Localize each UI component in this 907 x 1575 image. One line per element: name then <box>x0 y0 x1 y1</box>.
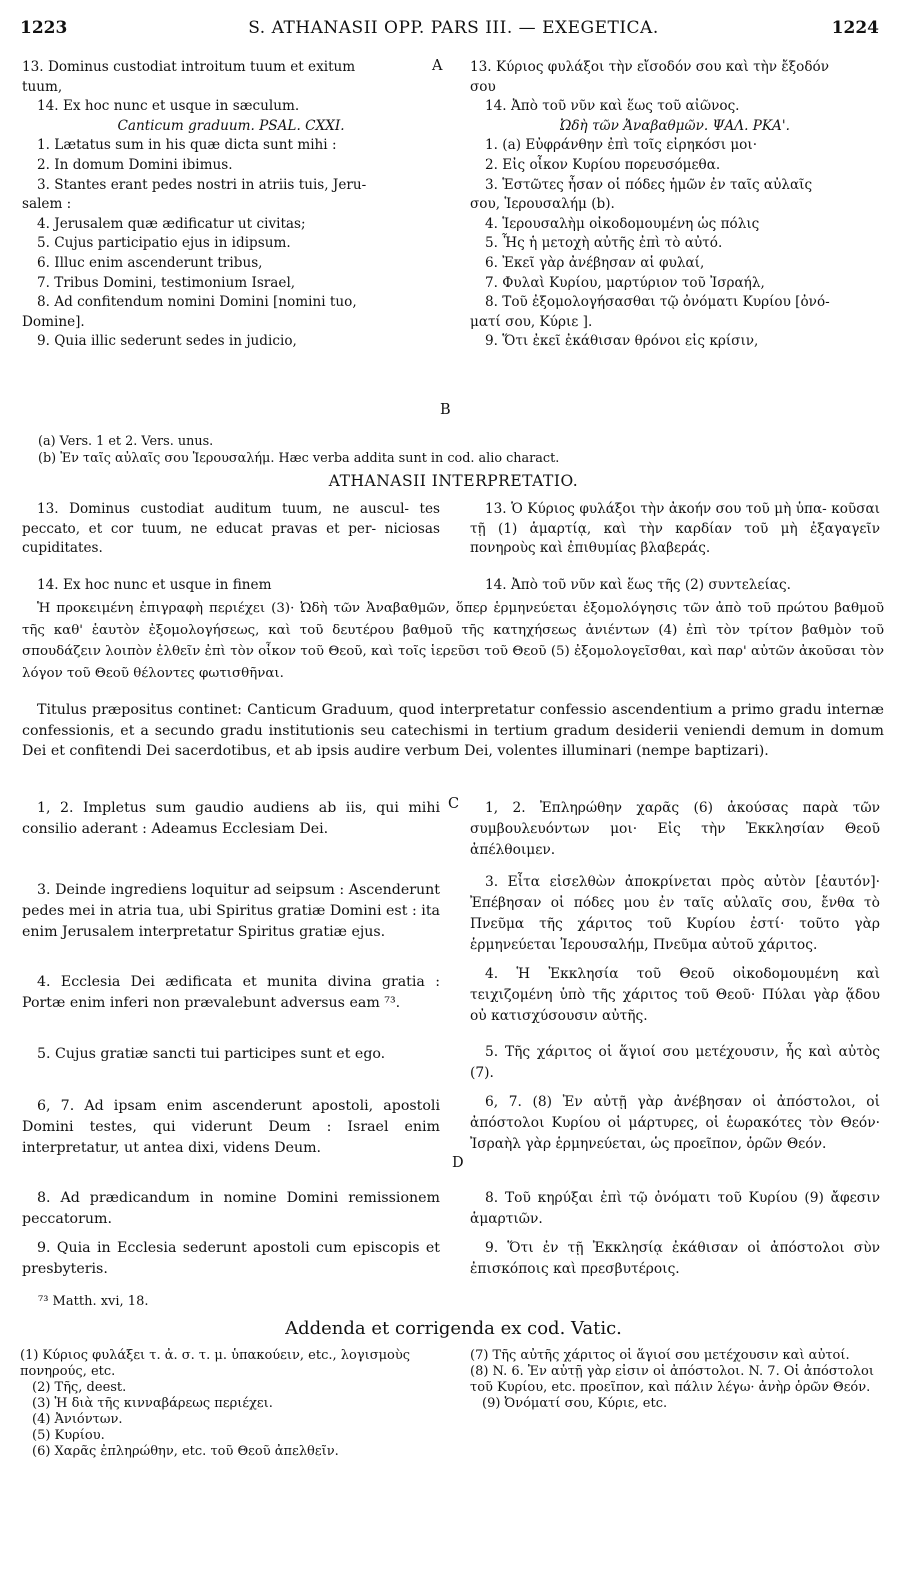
greek-verse: σου, Ἱερουσαλήμ (b). <box>470 196 615 213</box>
addenda-right-column <box>470 1348 882 1412</box>
psalm-heading-latin: Canticum graduum. PSAL. CXXI. <box>117 117 345 134</box>
interp-latin-13: 13. Dominus custodiat auditum tuum, ne auscul- tes peccato, et cor tuum, ne educat pravas et per- niciosas cupiditates. <box>22 501 440 557</box>
margin-letter-a: A <box>432 58 443 74</box>
latin-verse: salem : <box>22 196 72 213</box>
commentary-greek-4: 4. Ἡ Ἐκκλησία τοῦ Θεοῦ οἰκοδομουμένη καὶ τειχιζομένη ὑπὸ τῆς χάριτος τοῦ Θεοῦ· Πύλαι γὰρ ᾅδου οὐ κατισχύσουσιν αὐτῆς. <box>470 966 880 1024</box>
commentary-latin-8: 8. Ad prædicandum in nomine Domini remissionem peccatorum. <box>22 1190 440 1227</box>
addenda-left-column <box>20 1348 448 1460</box>
addendum-item: (2) Τῆς, deest. <box>32 1380 127 1395</box>
latin-verse: Domine]. <box>22 313 85 330</box>
greek-verse: 6. Ἐκεῖ γὰρ ἀνέβησαν αἱ φυλαί, <box>485 254 705 271</box>
addendum-item: (9) Ὀνόματί σου, Κύριε, etc. <box>482 1396 668 1411</box>
margin-letter-c: C <box>448 796 460 812</box>
latin-verse: 6. Illuc enim ascenderunt tribus, <box>37 254 263 271</box>
greek-verse: 5. Ἧς ἡ μετοχὴ αὐτῆς ἐπὶ τὸ αὐτό. <box>485 235 723 252</box>
latin-verse: 14. Ex hoc nunc et usque in sæculum. <box>37 98 300 115</box>
commentary-latin-1-2: 1, 2. Impletus sum gaudio audiens ab iis, qui mihi consilio aderant : Adeamus Ecclesiam Dei. <box>22 800 440 837</box>
greek-verse: 1. (a) Εὐφράνθην ἐπὶ τοῖς εἰρηκόσι μοι· <box>485 137 758 154</box>
latin-verse: tuum, <box>22 78 63 95</box>
latin-verse: 3. Stantes erant pedes nostri in atriis tuis, Jeru- <box>37 176 367 193</box>
addendum-item: (3) Ἡ διὰ τῆς κινναβάρεως περιέχει. <box>32 1396 273 1411</box>
commentary-greek-1-2: 1, 2. Ἐπληρώθην χαρᾶς (6) ἀκούσας παρὰ τῶν συμβουλευόντων μοι· Εἰς τὴν Ἐκκλησίαν Θεοῦ ἀπέλθοιμεν. <box>470 800 880 858</box>
latin-verse: 4. Jerusalem quæ ædificatur ut civitas; <box>37 215 306 232</box>
latin-verse: 1. Lætatus sum in his quæ dicta sunt mihi : <box>37 137 337 154</box>
greek-verse: 9. Ὅτι ἐκεῖ ἐκάθισαν θρόνοι εἰς κρίσιν, <box>485 333 759 350</box>
latin-verse: 5. Cujus participatio ejus in idipsum. <box>37 235 291 252</box>
greek-verse: 3. Ἑστῶτες ἦσαν οἱ πόδες ἡμῶν ἐν ταῖς αὐλαῖς <box>485 176 813 193</box>
psalm-heading-greek: Ὠδὴ τῶν Ἀναβαθμῶν. ΨΑΛ. ΡΚΑ'. <box>560 117 790 134</box>
psalm-latin-column <box>22 58 443 352</box>
greek-verse: σου <box>470 78 496 95</box>
commentary-greek-5: 5. Τῆς χάριτος οἱ ἅγιοί σου μετέχουσιν, ἧς καὶ αὐτὸς (7). <box>470 1044 880 1081</box>
addendum-item: (6) Χαρᾶς ἐπληρώθην, etc. τοῦ Θεοῦ ἀπελθεῖν. <box>32 1444 339 1459</box>
latin-verse: 7. Tribus Domini, testimonium Israel, <box>37 274 296 291</box>
textual-notes <box>38 434 888 467</box>
commentary-greek-8: 8. Τοῦ κηρύξαι ἐπὶ τῷ ὀνόματι τοῦ Κυρίου (9) ἄφεσιν ἁμαρτιῶν. <box>470 1190 880 1227</box>
greek-verse: 13. Κύριος φυλάξοι τὴν εἴσοδόν σου καὶ τὴν ἔξοδόν <box>470 59 829 75</box>
page-number-left: 1223 <box>20 18 68 38</box>
latin-verse: 9. Quia illic sederunt sedes in judicio, <box>37 333 297 350</box>
addendum-item: (1) Κύριος φυλάξει τ. ἀ. σ. τ. μ. ὑπακούειν, etc., λογισμοὺς πονηρούς, etc. <box>20 1348 411 1379</box>
note-a: (a) Vers. 1 et 2. Vers. unus. <box>38 434 214 449</box>
page-title: S. ATHANASII OPP. PARS III. — EXEGETICA. <box>248 18 659 38</box>
interpretatio-heading: ATHANASII INTERPRETATIO. <box>328 472 579 490</box>
page-number-right: 1224 <box>831 18 879 38</box>
latin-verse: 2. In domum Domini ibimus. <box>37 156 233 173</box>
running-header <box>0 18 907 44</box>
title-explanation-greek: Ἡ προκειμένη ἐπιγραφὴ περιέχει (3)· Ὠδὴ τῶν Ἀναβαθμῶν, ὅπερ ἑρμηνεύεται ἐξομολόγησις τῶν ἀπὸ τοῦ πρώτου βαθμοῦ τῆς καθ' ἑαυτὸν ἐξομολογήσεως, καὶ τοῦ δευτέρου βαθμοῦ τῆς κατηχήσεως ἀνιέντων (4) ἐπὶ τὸν τρίτον βαθμὸν τοῦ σπουδάζειν λοιπὸν ἐλθεῖν ἐπὶ τὸν οἶκον τοῦ Θεοῦ, καὶ τοῖς ἱερεῦσι τοῦ Θεοῦ (5) ἐξομολογεῖσθαι, καὶ παρ' αὐτῶν ἀκοῦσαι τὸν λόγον τοῦ Θεοῦ θέλοντες φωτισθῆναι. <box>22 601 884 681</box>
interp-greek-13: 13. Ὁ Κύριος φυλάξοι τὴν ἀκοήν σου τοῦ μὴ ὑπα- κοῦσαι τῇ (1) ἁμαρτίᾳ, καὶ τὴν καρδίαν τοῦ μὴ ἐξαγαγεῖν πονηροὺς καὶ ἐπιθυμίας βλαβεράς. <box>470 501 880 557</box>
addendum-item: (8) N. 6. Ἐν αὐτῇ γὰρ εἰσιν οἱ ἀπόστολοι. N. 7. Οἱ ἀπόστολοι τοῦ Κυρίου, etc. προεῖπον, καὶ πάλιν λέγω· ἀνὴρ ὁρῶν Θεόν. <box>470 1364 874 1395</box>
addendum-item: (7) Τῆς αὐτῆς χάριτος οἱ ἅγιοί σου μετέχουσιν καὶ αὐτοί. <box>470 1348 850 1363</box>
greek-verse: 8. Τοῦ ἐξομολογήσασθαι τῷ ὀνόματι Κυρίου [ὀνό- <box>485 294 830 311</box>
footnote-73: ⁷³ Matth. xvi, 18. <box>38 1294 149 1309</box>
latin-verse: 8. Ad confitendum nomini Domini [nomini tuo, <box>37 294 357 311</box>
commentary-latin-4: 4. Ecclesia Dei ædificata et munita divina gratia : Portæ enim inferi non prævalebunt adversus eam ⁷³. <box>22 974 440 1011</box>
greek-verse: ματί σου, Κύριε ]. <box>470 313 593 330</box>
commentary-latin-6-7: 6, 7. Ad ipsam enim ascenderunt apostoli, apostoli Domini testes, qui viderunt Deum : Israel enim interpretatur, ut antea dixi, videns Deum. <box>22 1098 440 1156</box>
margin-letter-b: B <box>440 402 451 418</box>
commentary-greek-3: 3. Εἶτα εἰσελθὼν ἀποκρίνεται πρὸς αὐτὸν [ἑαυτόν]· Ἐπέβησαν οἱ πόδες μου ἐν ταῖς αὐλαῖς σου, ἔνθα τὸ Πνεῦμα τῆς χάριτος τοῦ Κυρίου ἐστί· τοῦτο γὰρ ἑρμηνεύεται Ἱερουσαλήμ, Πνεῦμα αὐτοῦ χάριτος. <box>470 874 880 953</box>
commentary-greek-9: 9. Ὅτι ἐν τῇ Ἐκκλησίᾳ ἐκάθισαν οἱ ἀπόστολοι σὺν ἐπισκόποις καὶ πρεσβυτέροις. <box>470 1240 880 1277</box>
margin-letter-d: D <box>452 1155 464 1171</box>
note-b: (b) Ἐν ταῖς αὐλαῖς σου Ἱερουσαλήμ. Hæc verba addita sunt in cod. alio charact. <box>38 450 560 466</box>
interp-greek-14: 14. Ἀπὸ τοῦ νῦν καὶ ἕως τῆς (2) συντελείας. <box>485 577 791 593</box>
commentary-latin-5: 5. Cujus gratiæ sancti tui participes sunt et ego. <box>37 1046 386 1062</box>
addenda-heading: Addenda et corrigenda ex cod. Vatic. <box>285 1318 622 1339</box>
commentary-greek-6-7: 6, 7. (8) Ἐν αὐτῇ γὰρ ἀνέβησαν οἱ ἀπόστολοι, οἱ ἀπόστολοι Κυρίου οἱ μάρτυρες, οἱ ἑωρακότες τὸν Θεόν· Ἰσραὴλ γὰρ ἑρμηνεύεται, ὡς προεῖπον, ὁρῶν Θεόν. <box>470 1094 880 1152</box>
commentary-latin-9: 9. Quia in Ecclesia sederunt apostoli cum episcopis et presbyteris. <box>22 1240 440 1277</box>
addendum-item: (4) Ἀνιόντων. <box>32 1412 123 1427</box>
interp-latin-14: 14. Ex hoc nunc et usque in finem <box>37 577 272 593</box>
addendum-item: (5) Κυρίου. <box>32 1428 105 1443</box>
psalm-greek-column <box>470 58 880 352</box>
title-explanation-latin: Titulus præpositus continet: Canticum Graduum, quod interpretatur confessio ascendentium a primo gradu internæ confessionis, et a secundo gradu institutionis seu catechismi in tertium gradum desiderii veniendi demum in domum Dei et confitendi Dei sacerdotibus, et ab ipsis audire verbum Dei, volentes illuminari (nempe baptizari). <box>22 702 884 759</box>
greek-verse: 4. Ἱερουσαλὴμ οἰκοδομουμένη ὡς πόλις <box>485 215 760 232</box>
commentary-latin-3: 3. Deinde ingrediens loquitur ad seipsum : Ascenderunt pedes mei in atria tua, ubi Spiritus gratiæ Domini est : ita enim Jerusalem interpretatur Spiritus gratiæ ejus. <box>22 882 440 940</box>
latin-verse: 13. Dominus custodiat introitum tuum et exitum <box>22 59 356 75</box>
greek-verse: 7. Φυλαὶ Κυρίου, μαρτύριον τοῦ Ἰσραήλ, <box>485 274 765 291</box>
greek-verse: 2. Εἰς οἶκον Κυρίου πορευσόμεθα. <box>485 156 721 173</box>
greek-verse: 14. Ἀπὸ τοῦ νῦν καὶ ἕως τοῦ αἰῶνος. <box>485 98 740 115</box>
